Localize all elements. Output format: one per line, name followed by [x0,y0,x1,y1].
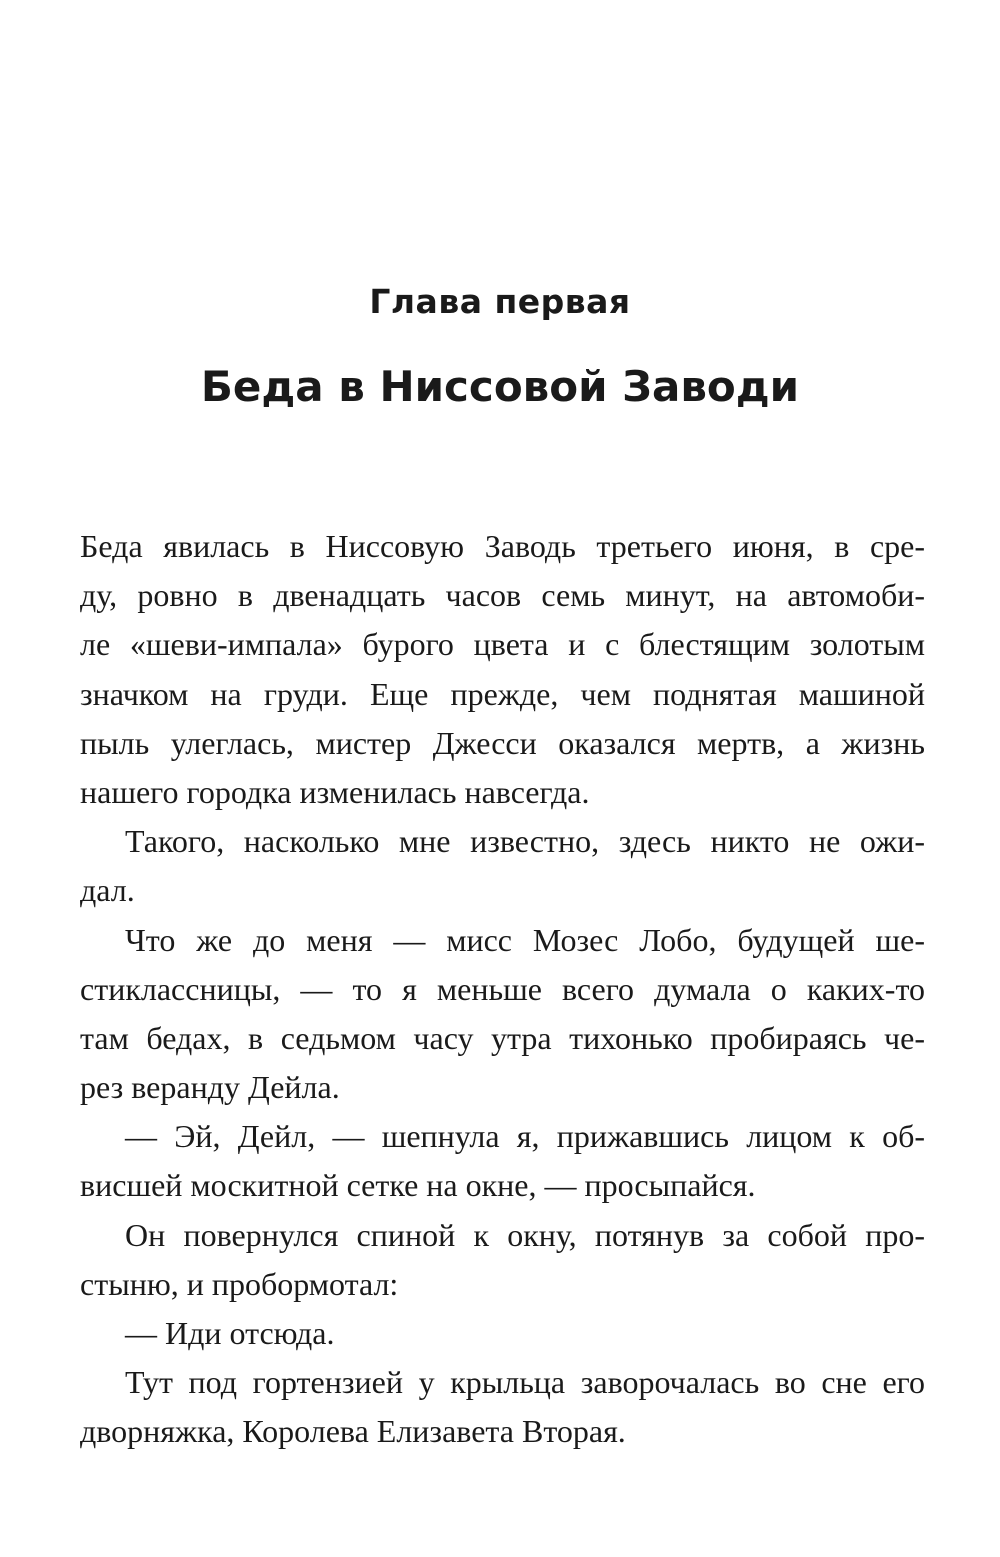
text-line: — Эй, Дейл, — шепнула я, прижавшись лицом к об- [125,1118,925,1155]
paragraph [80,522,925,817]
text-line: пыль улеглась, мистер Джесси оказался мертв, а жизнь [80,724,925,761]
text-line: нашего городка изменилась навсегда. [80,773,590,810]
paragraph [80,1112,925,1210]
text-line: ле «шеви-импала» бурого цвета и с блестящим золотым [80,626,925,663]
paragraph [80,1358,925,1456]
paragraph [80,916,925,1113]
text-line: Что же до меня — мисс Мозес Лобо, будущей ше- [125,921,925,958]
text-line: Он повернулся спиной к окну, потянув за собой про- [125,1216,925,1253]
text-line: рез веранду Дейла. [80,1069,340,1106]
body-text [80,522,925,1457]
text-line: Беда явилась в Ниссовую Заводь третьего июня, в сре- [80,528,925,564]
text-line: стиклассницы, — то я меньше всего думала о каких-то [80,970,925,1007]
text-line: Такого, насколько мне известно, здесь никто не ожи- [125,823,925,860]
chapter-title: Беда в Ниссовой Заводи [200,362,800,411]
text-line: Тут под гортензией у крыльца заворочалась во сне его [125,1364,925,1401]
text-line: висшей москитной сетке на окне, — просыпайся. [80,1167,756,1204]
text-line: значком на груди. Еще прежде, чем поднятая машиной [80,675,925,712]
text-line: дворняжка, Королева Елизавета Вторая. [80,1413,626,1450]
text-line: там бедах, в седьмом часу утра тихонько пробираясь че- [80,1019,925,1056]
text-line: стыню, и пробормотал: [80,1265,399,1302]
paragraph [80,1309,925,1358]
chapter-label: Глава первая [369,282,631,321]
text-line: дал. [80,872,135,909]
paragraph [80,817,925,915]
text-line: — Иди отсюда. [125,1315,335,1351]
text-line: ду, ровно в двенадцать часов семь минут, на автомоби- [80,577,925,614]
paragraph [80,1211,925,1309]
